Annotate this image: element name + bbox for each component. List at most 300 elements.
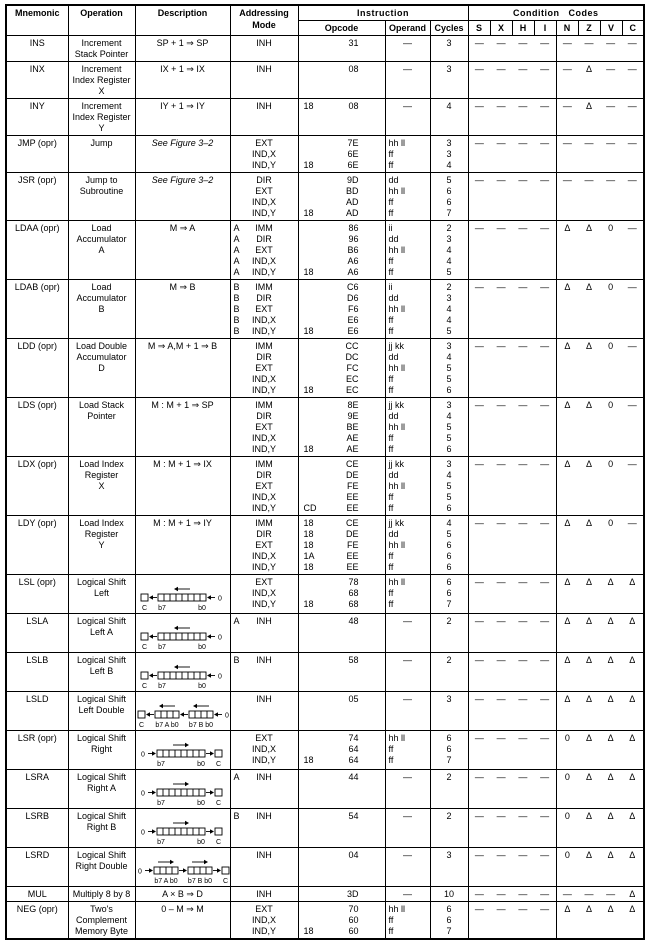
- cycles-cell: [430, 280, 468, 339]
- opcode-line: [299, 850, 385, 861]
- operation-line: Right A: [86, 783, 117, 793]
- cc-symbol: —: [518, 655, 528, 665]
- operand-line: ff: [388, 503, 394, 513]
- cc-symbol: Δ: [564, 904, 571, 914]
- operation-line: Left B: [89, 666, 114, 676]
- header-cc-n: N: [556, 21, 578, 36]
- mode-line: [231, 363, 298, 374]
- description-cell: [135, 62, 230, 99]
- cc-symbol: —: [518, 518, 528, 528]
- opcode-line: [299, 374, 385, 385]
- mode-line: [231, 481, 298, 492]
- cycles-line: 7: [446, 755, 452, 765]
- cc-symbol: —: [518, 811, 528, 821]
- opcode-line: [299, 267, 385, 278]
- mnemonic-label: LSRA: [25, 772, 49, 782]
- operand-line: ff: [388, 267, 394, 277]
- mode-line: [231, 551, 298, 562]
- cc-sxhi-cell: [468, 36, 556, 62]
- opcode-line: [299, 256, 385, 267]
- cc-symbol: —: [540, 223, 550, 233]
- cycles-line: 3: [446, 459, 452, 469]
- opcode-line: [299, 470, 385, 481]
- cc-symbol: —: [540, 400, 550, 410]
- cc-symbol: Δ: [607, 772, 614, 782]
- cc-symbol: Δ: [629, 733, 636, 743]
- cycles-cell: [430, 136, 468, 173]
- mode-line: [231, 160, 298, 171]
- description-text: M : M + 1 ⇒ IX: [153, 459, 212, 469]
- addressing-mode-cell: [230, 221, 298, 280]
- addressing-mode-cell: [230, 516, 298, 575]
- cc-symbol: —: [496, 577, 506, 587]
- mode-label: EXT: [255, 304, 273, 314]
- mnemonic-label: LDX (opr): [17, 459, 57, 469]
- mode-line: [231, 503, 298, 514]
- cc-symbol: Δ: [629, 811, 636, 821]
- operand-line: jj kk: [388, 459, 404, 469]
- operand-cell: [385, 221, 430, 280]
- cc-nzvc-cell: [556, 731, 644, 770]
- cc-symbol: Δ: [585, 518, 592, 528]
- operand-line: jj kk: [388, 400, 404, 410]
- opcode-cell: [298, 398, 385, 457]
- mode-line: [231, 540, 298, 551]
- instruction-row: [6, 575, 644, 614]
- opcode-value: 6E: [347, 149, 359, 159]
- opcode-line: [299, 744, 385, 755]
- addressing-mode-cell: [230, 280, 298, 339]
- opcode-line: [299, 385, 385, 396]
- prebyte-value: 18: [303, 267, 314, 277]
- operation-line: Register: [84, 529, 119, 539]
- header-cc-h: H: [512, 21, 534, 36]
- operand-line: ff: [388, 562, 394, 572]
- register-prefix: A: [233, 256, 240, 266]
- instruction-row: [6, 62, 644, 99]
- operation-line: X: [98, 86, 105, 96]
- operation-line: Jump: [90, 138, 113, 148]
- description-cell: [135, 221, 230, 280]
- opcode-line: [299, 208, 385, 219]
- cc-nzvc-cell: [556, 770, 644, 809]
- prebyte-value: 18: [303, 529, 314, 539]
- cc-symbol: —: [518, 772, 528, 782]
- cycles-line: 6: [446, 197, 452, 207]
- cycles-line: 3: [446, 64, 452, 74]
- cycles-cell: [430, 731, 468, 770]
- opcode-line: [299, 562, 385, 573]
- cc-symbol: —: [606, 175, 616, 185]
- opcode-line: [299, 101, 385, 112]
- cc-symbol: —: [540, 904, 550, 914]
- prebyte-value: 18: [303, 101, 314, 111]
- shift-register-diagram: [139, 741, 226, 768]
- cycles-cell: [430, 173, 468, 221]
- cc-symbol: —: [540, 733, 550, 743]
- mode-line: [231, 518, 298, 529]
- operation-line: Left A: [89, 627, 114, 637]
- cc-symbol: Δ: [607, 694, 614, 704]
- register-prefix: A: [233, 772, 240, 782]
- cc-symbol: —: [474, 518, 484, 528]
- svg-text:0: 0: [218, 634, 222, 642]
- mode-line: [231, 599, 298, 610]
- mode-line: [231, 282, 298, 293]
- operand-line: ff: [388, 551, 394, 561]
- opcode-value: 70: [348, 904, 359, 914]
- mnemonic-cell: [6, 887, 68, 902]
- operand-line: hh ll: [388, 540, 406, 550]
- instruction-row: [6, 136, 644, 173]
- cc-symbol: —: [518, 577, 528, 587]
- cc-symbol: —: [518, 175, 528, 185]
- cc-nzvc-cell: [556, 62, 644, 99]
- cycles-line: 6: [446, 588, 452, 598]
- cc-symbol: Δ: [585, 772, 592, 782]
- operand-line: ff: [388, 755, 394, 765]
- cc-sxhi-cell: [468, 457, 556, 516]
- cycles-cell: [430, 339, 468, 398]
- mode-label: DIR: [256, 234, 272, 244]
- opcode-line: [299, 186, 385, 197]
- cc-symbol: Δ: [585, 64, 592, 74]
- cc-symbol: Δ: [585, 733, 592, 743]
- cc-symbol: —: [474, 904, 484, 914]
- cc-symbol: —: [606, 64, 616, 74]
- cc-symbol: —: [540, 64, 550, 74]
- cc-symbol: —: [584, 889, 594, 899]
- mnemonic-cell: [6, 516, 68, 575]
- cc-symbol: —: [627, 223, 637, 233]
- addressing-mode-cell: [230, 887, 298, 902]
- opcode-line: [299, 540, 385, 551]
- operand-line: —: [403, 64, 412, 74]
- opcode-cell: [298, 99, 385, 136]
- cycles-line: 6: [446, 385, 452, 395]
- mode-label: IND,Y: [251, 599, 276, 609]
- cc-symbol: Δ: [564, 341, 571, 351]
- cycles-cell: [430, 575, 468, 614]
- opcode-line: [299, 197, 385, 208]
- mode-label: IMM: [255, 459, 273, 469]
- cc-symbol: —: [606, 101, 616, 111]
- cc-symbol: —: [496, 400, 506, 410]
- mode-label: IND,Y: [251, 208, 276, 218]
- mode-label: IND,X: [251, 744, 276, 754]
- cc-symbol: 0: [608, 341, 614, 351]
- cycles-line: 6: [446, 577, 452, 587]
- opcode-value: AE: [346, 444, 359, 454]
- operation-line: Load Index: [79, 518, 124, 528]
- svg-text:b0: b0: [198, 605, 206, 612]
- mode-line: [231, 326, 298, 337]
- instruction-row: [6, 887, 644, 902]
- prebyte-value: 18: [303, 562, 314, 572]
- cc-symbol: —: [540, 518, 550, 528]
- cc-sxhi-cell: [468, 99, 556, 136]
- mode-label: INH: [256, 811, 272, 821]
- mode-label: EXT: [255, 138, 273, 148]
- cc-symbol: 0: [608, 282, 614, 292]
- mnemonic-cell: [6, 221, 68, 280]
- opcode-value: 60: [348, 915, 359, 925]
- instruction-row: [6, 173, 644, 221]
- mnemonic-cell: [6, 848, 68, 887]
- header-cc-v: V: [600, 21, 622, 36]
- cycles-line: 6: [446, 904, 452, 914]
- operation-cell: [68, 36, 135, 62]
- opcode-line: [299, 315, 385, 326]
- mode-line: [231, 64, 298, 75]
- operation-line: Subroutine: [79, 186, 124, 196]
- operation-line: Y: [98, 123, 105, 133]
- cc-symbol: 0: [564, 772, 570, 782]
- opcode-value: DC: [345, 352, 359, 362]
- addressing-mode-cell: [230, 902, 298, 940]
- opcode-value: 04: [348, 850, 359, 860]
- mode-line: [231, 459, 298, 470]
- cycles-line: 3: [446, 341, 452, 351]
- cc-symbol: —: [474, 341, 484, 351]
- instruction-row: [6, 809, 644, 848]
- operand-line: —: [403, 772, 412, 782]
- opcode-value: 44: [348, 772, 359, 782]
- cc-symbol: —: [562, 101, 572, 111]
- operation-cell: [68, 848, 135, 887]
- mode-label: EXT: [255, 245, 273, 255]
- opcode-line: [299, 755, 385, 766]
- operand-line: ff: [388, 160, 394, 170]
- cc-symbol: Δ: [629, 850, 636, 860]
- operand-cell: [385, 457, 430, 516]
- operand-cell: [385, 575, 430, 614]
- opcode-line: [299, 411, 385, 422]
- header-instruction-group: Instruction: [298, 5, 468, 21]
- cycles-line: 7: [446, 599, 452, 609]
- cc-symbol: —: [496, 38, 506, 48]
- operand-line: ff: [388, 599, 394, 609]
- opcode-cell: [298, 136, 385, 173]
- mode-label: INH: [256, 694, 272, 704]
- description-text: IX + 1 ⇒ IX: [160, 64, 205, 74]
- operand-cell: [385, 887, 430, 902]
- opcode-line: [299, 915, 385, 926]
- opcode-value: 68: [348, 588, 359, 598]
- register-prefix: B: [233, 282, 240, 292]
- opcode-line: [299, 503, 385, 514]
- cc-sxhi-cell: [468, 575, 556, 614]
- operation-line: Logical Shift: [76, 850, 127, 860]
- opcode-value: 86: [348, 223, 359, 233]
- opcode-line: [299, 304, 385, 315]
- header-addressing-line1: Addressing: [239, 8, 289, 18]
- cc-symbol: —: [518, 616, 528, 626]
- cc-symbol: —: [496, 616, 506, 626]
- mnemonic-label: LDS (opr): [17, 400, 57, 410]
- cc-symbol: Δ: [585, 577, 592, 587]
- operation-line: Accumulator: [76, 293, 127, 303]
- header-operand: Operand: [385, 21, 430, 36]
- mode-label: DIR: [256, 352, 272, 362]
- operation-line: Increment: [81, 101, 122, 111]
- instruction-row: [6, 770, 644, 809]
- mode-line: [231, 293, 298, 304]
- description-cell: [135, 516, 230, 575]
- cc-symbol: Δ: [607, 655, 614, 665]
- cc-symbol: Δ: [629, 616, 636, 626]
- cc-sxhi-cell: [468, 62, 556, 99]
- mode-label: EXT: [255, 481, 273, 491]
- cc-symbol: 0: [564, 811, 570, 821]
- mode-line: [231, 208, 298, 219]
- shift-register-diagram: [139, 663, 226, 690]
- opcode-value: CC: [345, 341, 359, 351]
- cycles-line: 4: [446, 160, 452, 170]
- opcode-value: 60: [348, 926, 359, 936]
- cc-symbol: —: [474, 459, 484, 469]
- opcode-line: [299, 733, 385, 744]
- opcode-line: [299, 422, 385, 433]
- description-text: A × B ⇒ D: [162, 889, 203, 899]
- addressing-mode-cell: [230, 731, 298, 770]
- mode-line: [231, 492, 298, 503]
- mode-label: IND,Y: [251, 562, 276, 572]
- svg-text:b7: b7: [157, 800, 165, 807]
- mnemonic-cell: [6, 339, 68, 398]
- description-cell: [135, 398, 230, 457]
- operation-line: Logical Shift: [76, 772, 127, 782]
- opcode-line: [299, 245, 385, 256]
- mode-label: IND,X: [251, 315, 276, 325]
- operand-line: ii: [388, 223, 393, 233]
- cc-nzvc-cell: [556, 280, 644, 339]
- operation-line: Load Double: [75, 341, 128, 351]
- mode-line: [231, 577, 298, 588]
- cc-nzvc-cell: [556, 887, 644, 902]
- cc-symbol: —: [562, 889, 572, 899]
- opcode-line: [299, 551, 385, 562]
- cycles-line: 4: [446, 304, 452, 314]
- opcode-line: [299, 811, 385, 822]
- description-text: See Figure 3–2: [151, 138, 214, 148]
- operand-line: jj kk: [388, 518, 404, 528]
- cc-nzvc-cell: [556, 398, 644, 457]
- operand-line: jj kk: [388, 341, 404, 351]
- cc-symbol: —: [518, 101, 528, 111]
- operation-line: Left: [93, 588, 109, 598]
- operand-cell: [385, 809, 430, 848]
- cc-nzvc-cell: [556, 173, 644, 221]
- cycles-line: 3: [446, 400, 452, 410]
- mode-label: IND,Y: [251, 267, 276, 277]
- description-cell: [135, 575, 230, 614]
- description-cell: [135, 809, 230, 848]
- operation-line: D: [98, 363, 105, 373]
- cc-symbol: —: [562, 175, 572, 185]
- cycles-line: 2: [446, 282, 452, 292]
- cc-symbol: —: [627, 38, 637, 48]
- cc-symbol: —: [627, 175, 637, 185]
- cycles-line: 3: [446, 293, 452, 303]
- opcode-line: [299, 772, 385, 783]
- opcode-value: 58: [348, 655, 359, 665]
- operand-line: hh ll: [388, 481, 406, 491]
- opcode-line: [299, 175, 385, 186]
- operand-cell: [385, 692, 430, 731]
- prebyte-value: CD: [303, 503, 317, 513]
- prebyte-value: 1A: [303, 551, 315, 561]
- operand-cell: [385, 516, 430, 575]
- opcode-value: AE: [346, 433, 359, 443]
- mode-line: [231, 915, 298, 926]
- mode-line: [231, 616, 298, 627]
- opcode-line: [299, 518, 385, 529]
- mode-line: [231, 400, 298, 411]
- prebyte-value: 18: [303, 208, 314, 218]
- cc-symbol: —: [540, 38, 550, 48]
- cycles-line: 5: [446, 175, 452, 185]
- instruction-row: [6, 457, 644, 516]
- operand-line: ff: [388, 385, 394, 395]
- operand-line: ff: [388, 744, 394, 754]
- operation-cell: [68, 221, 135, 280]
- opcode-value: CE: [345, 459, 359, 469]
- cc-sxhi-cell: [468, 902, 556, 940]
- svg-text:b7 A b0: b7 A b0: [154, 722, 179, 729]
- cc-symbol: Δ: [564, 223, 571, 233]
- addressing-mode-cell: [230, 62, 298, 99]
- cc-symbol: Δ: [564, 694, 571, 704]
- shift-register-diagram: [139, 624, 226, 651]
- addressing-mode-cell: [230, 848, 298, 887]
- header-opcode: Opcode: [298, 21, 385, 36]
- addressing-mode-cell: [230, 653, 298, 692]
- mode-label: DIR: [256, 470, 272, 480]
- addressing-mode-cell: [230, 136, 298, 173]
- cc-sxhi-cell: [468, 848, 556, 887]
- header-cc-c: C: [622, 21, 644, 36]
- instruction-row: [6, 99, 644, 136]
- description-text: M ⇒ B: [169, 282, 196, 292]
- operand-cell: [385, 848, 430, 887]
- mode-line: [231, 744, 298, 755]
- cc-symbol: —: [540, 694, 550, 704]
- cc-symbol: Δ: [564, 655, 571, 665]
- cc-symbol: —: [518, 38, 528, 48]
- operand-line: hh ll: [388, 245, 406, 255]
- cc-symbol: Δ: [564, 616, 571, 626]
- operand-line: ff: [388, 492, 394, 502]
- mode-line: [231, 234, 298, 245]
- mode-label: EXT: [255, 363, 273, 373]
- operation-cell: [68, 457, 135, 516]
- header-condition-codes-group: Condition Codes: [468, 5, 644, 21]
- mnemonic-cell: [6, 731, 68, 770]
- mode-line: [231, 444, 298, 455]
- mnemonic-label: LSLA: [26, 616, 49, 626]
- opcode-value: B6: [347, 245, 359, 255]
- operation-cell: [68, 136, 135, 173]
- cc-symbol: Δ: [585, 400, 592, 410]
- description-cell: [135, 653, 230, 692]
- cc-symbol: —: [496, 772, 506, 782]
- svg-text:b0: b0: [197, 839, 205, 846]
- opcode-value: FE: [346, 540, 359, 550]
- cc-symbol: —: [562, 64, 572, 74]
- cc-sxhi-cell: [468, 280, 556, 339]
- mnemonic-label: INS: [29, 38, 45, 48]
